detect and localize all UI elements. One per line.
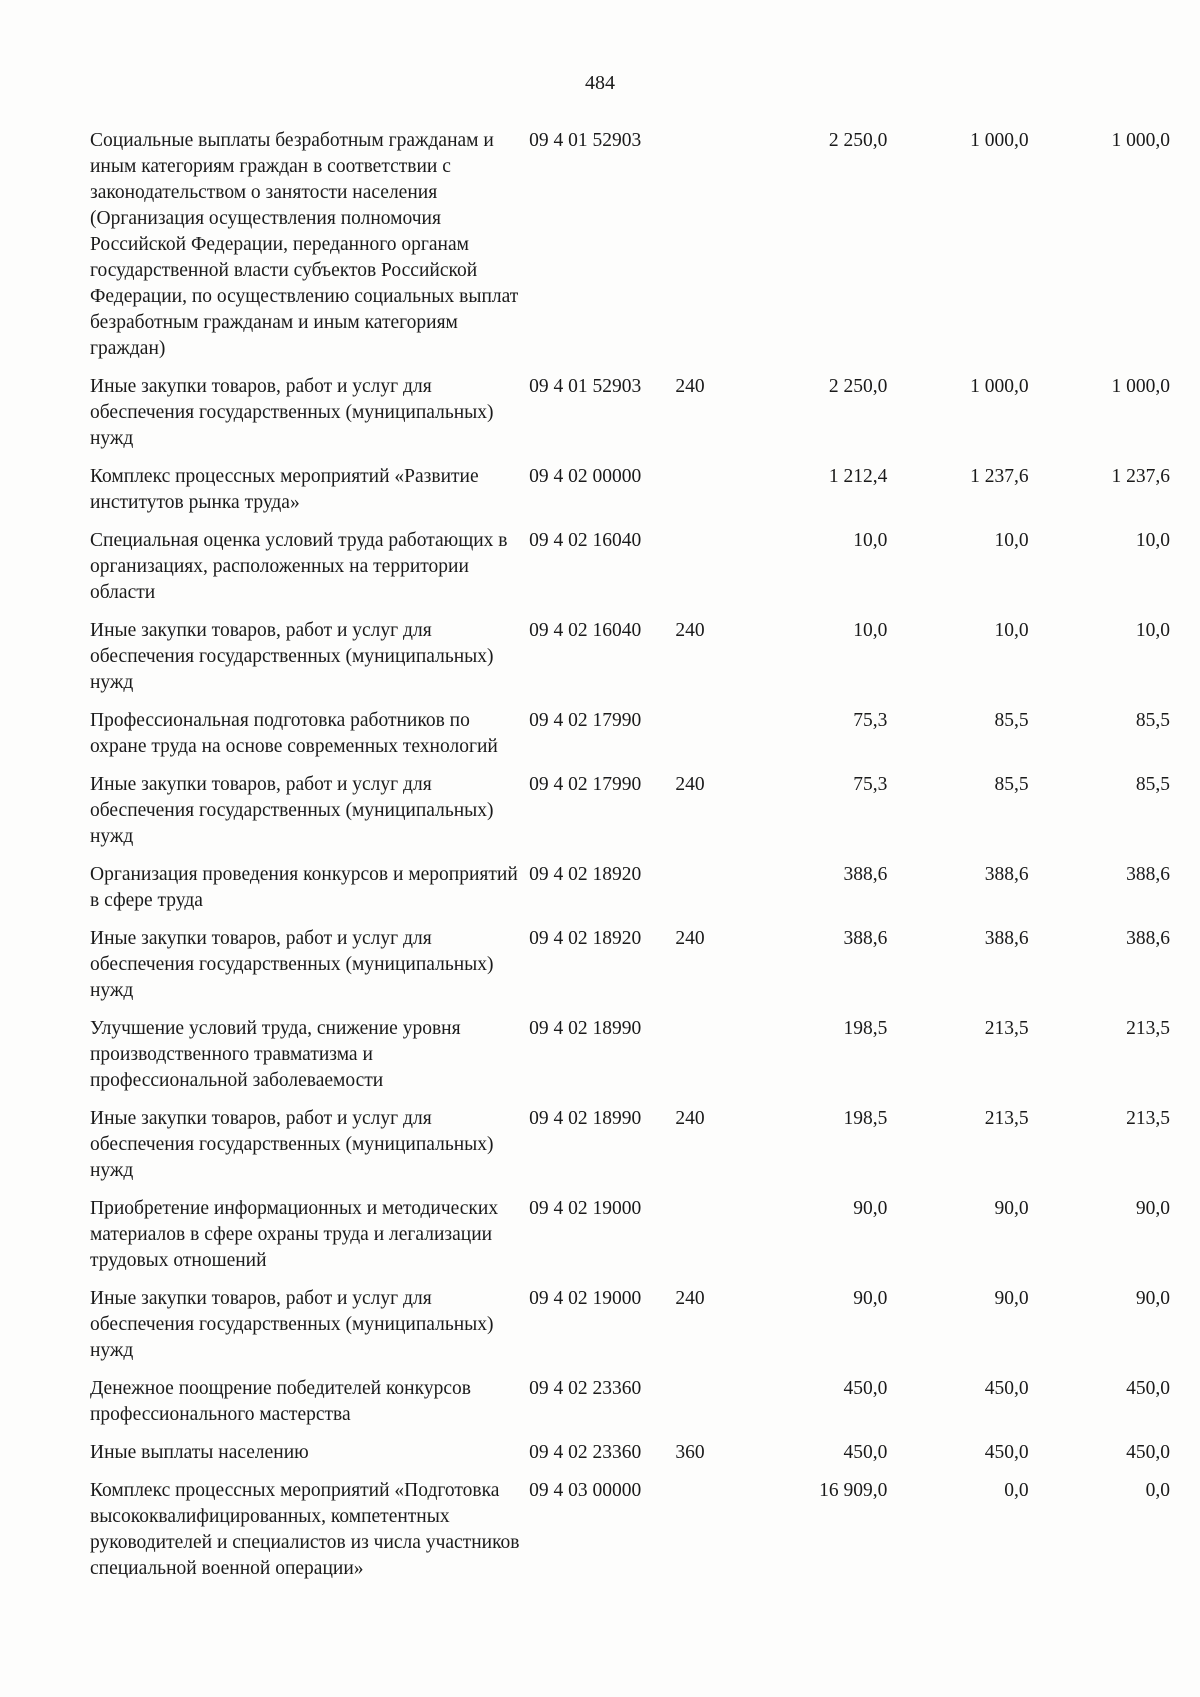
row-name: Иные закупки товаров, работ и услуг для обеспечения государственных (муниципальных) нужд xyxy=(90,1108,494,1181)
row-value-2: 10,0 xyxy=(994,530,1029,551)
table-row xyxy=(90,1016,1170,1106)
table-row xyxy=(90,772,1170,862)
row-value-2: 85,5 xyxy=(994,774,1029,795)
row-value-2: 450,0 xyxy=(984,1442,1029,1463)
row-value-2: 213,5 xyxy=(984,1108,1029,1129)
table-row xyxy=(90,618,1170,708)
row-code: 09 4 02 18990 xyxy=(529,1018,642,1039)
row-value-3: 85,5 xyxy=(1135,710,1170,731)
row-code: 09 4 02 23360 xyxy=(529,1442,642,1463)
row-value-1: 90,0 xyxy=(853,1198,888,1219)
row-value-2: 450,0 xyxy=(984,1378,1029,1399)
row-expense-type xyxy=(675,862,736,926)
row-code: 09 4 02 16040 xyxy=(529,530,642,551)
row-expense-type xyxy=(675,528,736,618)
row-code: 09 4 02 23360 xyxy=(529,1378,642,1399)
row-value-3: 1 237,6 xyxy=(1111,466,1170,487)
row-value-2: 388,6 xyxy=(984,864,1029,885)
row-value-1: 388,6 xyxy=(843,864,888,885)
row-name: Специальная оценка условий труда работающих в организациях, расположенных на территории области xyxy=(90,530,508,603)
row-value-2: 10,0 xyxy=(994,620,1029,641)
table-row xyxy=(90,1440,1170,1478)
row-value-1: 450,0 xyxy=(843,1378,888,1399)
row-value-3: 450,0 xyxy=(1126,1378,1170,1399)
row-name: Иные закупки товаров, работ и услуг для обеспечения государственных (муниципальных) нужд xyxy=(90,376,494,449)
row-name: Денежное поощрение победителей конкурсов профессионального мастерства xyxy=(90,1378,471,1425)
row-name: Улучшение условий труда, снижение уровня производственного травматизма и профессиональной заболеваемости xyxy=(90,1018,461,1091)
row-value-2: 90,0 xyxy=(994,1288,1029,1309)
row-value-3: 1 000,0 xyxy=(1111,130,1170,151)
row-value-1: 10,0 xyxy=(853,530,888,551)
table-row xyxy=(90,1196,1170,1286)
row-expense-type xyxy=(675,464,736,528)
row-code: 09 4 02 17990 xyxy=(529,710,642,731)
row-name: Иные закупки товаров, работ и услуг для обеспечения государственных (муниципальных) нужд xyxy=(90,1288,494,1361)
row-value-1: 10,0 xyxy=(853,620,888,641)
table-row xyxy=(90,1106,1170,1196)
table-row xyxy=(90,464,1170,528)
row-name: Иные закупки товаров, работ и услуг для обеспечения государственных (муниципальных) нужд xyxy=(90,928,494,1001)
row-name: Организация проведения конкурсов и мероприятий в сфере труда xyxy=(90,864,518,911)
row-code: 09 4 03 00000 xyxy=(529,1480,642,1501)
table-row xyxy=(90,1478,1170,1594)
row-name: Иные закупки товаров, работ и услуг для обеспечения государственных (муниципальных) нужд xyxy=(90,774,494,847)
row-name: Приобретение информационных и методических материалов в сфере охраны труда и легализации трудовых отношений xyxy=(90,1198,499,1271)
row-name: Комплекс процессных мероприятий «Подготовка высококвалифицированных, компетентных руководителей и специалистов из числа участников специальной военной операции» xyxy=(90,1480,520,1579)
table-row xyxy=(90,926,1170,1016)
row-code: 09 4 02 19000 xyxy=(529,1198,642,1219)
table-row xyxy=(90,708,1170,772)
row-expense-type: 240 xyxy=(675,1288,705,1309)
row-value-2: 213,5 xyxy=(984,1018,1029,1039)
row-expense-type: 240 xyxy=(675,620,705,641)
table-row xyxy=(90,1376,1170,1440)
row-value-3: 0,0 xyxy=(1145,1480,1170,1501)
row-value-2: 90,0 xyxy=(994,1198,1029,1219)
row-expense-type xyxy=(675,1016,736,1106)
row-value-1: 16 909,0 xyxy=(819,1480,888,1501)
row-value-3: 388,6 xyxy=(1126,864,1170,885)
row-value-2: 1 237,6 xyxy=(970,466,1029,487)
row-value-3: 388,6 xyxy=(1126,928,1170,949)
row-value-1: 388,6 xyxy=(843,928,888,949)
row-code: 09 4 02 18920 xyxy=(529,864,642,885)
row-code: 09 4 02 16040 xyxy=(529,620,642,641)
row-value-3: 1 000,0 xyxy=(1111,376,1170,397)
table-row xyxy=(90,128,1170,374)
row-expense-type: 240 xyxy=(675,928,705,949)
row-value-3: 90,0 xyxy=(1135,1198,1170,1219)
budget-table xyxy=(90,128,1170,1594)
table-row xyxy=(90,528,1170,618)
row-value-1: 450,0 xyxy=(843,1442,888,1463)
row-name: Профессиональная подготовка работников по охране труда на основе современных технологий xyxy=(90,710,498,757)
row-value-1: 2 250,0 xyxy=(828,376,888,397)
row-name: Иные выплаты населению xyxy=(90,1442,309,1463)
row-value-3: 90,0 xyxy=(1135,1288,1170,1309)
row-value-2: 1 000,0 xyxy=(970,130,1029,151)
row-value-1: 1 212,4 xyxy=(828,466,888,487)
row-value-3: 213,5 xyxy=(1126,1018,1170,1039)
row-value-1: 90,0 xyxy=(853,1288,888,1309)
row-code: 09 4 02 17990 xyxy=(529,774,642,795)
row-expense-type: 240 xyxy=(675,1108,705,1129)
row-value-3: 10,0 xyxy=(1135,530,1170,551)
row-code: 09 4 02 18990 xyxy=(529,1108,642,1129)
row-value-3: 213,5 xyxy=(1126,1108,1170,1129)
row-value-2: 388,6 xyxy=(984,928,1029,949)
table-row xyxy=(90,374,1170,464)
row-code: 09 4 01 52903 xyxy=(529,376,642,397)
row-name: Комплекс процессных мероприятий «Развитие институтов рынка труда» xyxy=(90,466,479,513)
row-value-1: 75,3 xyxy=(853,710,888,731)
row-expense-type xyxy=(675,708,736,772)
row-value-1: 198,5 xyxy=(843,1018,888,1039)
row-expense-type xyxy=(675,128,736,374)
row-code: 09 4 02 19000 xyxy=(529,1288,642,1309)
row-code: 09 4 02 00000 xyxy=(529,466,642,487)
row-value-2: 0,0 xyxy=(1004,1480,1029,1501)
row-value-1: 2 250,0 xyxy=(828,130,888,151)
row-code: 09 4 02 18920 xyxy=(529,928,642,949)
row-value-2: 85,5 xyxy=(994,710,1029,731)
row-expense-type xyxy=(675,1376,736,1440)
row-value-1: 198,5 xyxy=(843,1108,888,1129)
row-value-3: 10,0 xyxy=(1135,620,1170,641)
row-name: Социальные выплаты безработным гражданам и иным категориям граждан в соответствии с законодательством о занятости населения (Организация осуществления полномочия Российской Федерации, переданного органам государственной власти субъектов Российской Федерации, по осуществлению социальных выплат безработным гражданам и иным категориям граждан) xyxy=(90,130,519,359)
row-expense-type: 360 xyxy=(675,1442,705,1463)
row-value-3: 85,5 xyxy=(1135,774,1170,795)
table-row xyxy=(90,862,1170,926)
table-row xyxy=(90,1286,1170,1376)
row-name: Иные закупки товаров, работ и услуг для обеспечения государственных (муниципальных) нужд xyxy=(90,620,494,693)
budget-table-body xyxy=(90,128,1170,1594)
row-code: 09 4 01 52903 xyxy=(529,130,642,151)
row-value-1: 75,3 xyxy=(853,774,888,795)
row-expense-type xyxy=(675,1478,736,1594)
row-value-3: 450,0 xyxy=(1126,1442,1170,1463)
row-expense-type xyxy=(675,1196,736,1286)
page-number: 484 xyxy=(585,72,615,94)
row-expense-type: 240 xyxy=(675,376,705,397)
row-expense-type: 240 xyxy=(675,774,705,795)
row-value-2: 1 000,0 xyxy=(970,376,1029,397)
